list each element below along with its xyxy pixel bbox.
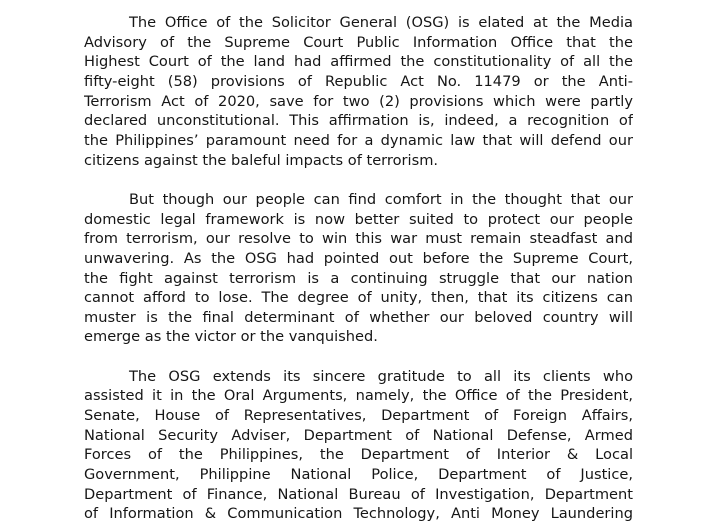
text-line: muster is the final determinant of whether our beloved country will (84, 308, 633, 326)
paragraph-3 (84, 367, 633, 524)
paragraph-2 (84, 190, 633, 347)
text-line: citizens against the baleful impacts of terrorism. (84, 151, 439, 169)
text-line: But though our people can find comfort in the thought that our (129, 190, 633, 208)
text-line: Highest Court of the land had affirmed the constitutionality of all the (84, 53, 633, 71)
document-page (84, 13, 633, 524)
text-line: cannot afford to lose. The degree of unity, then, that its citizens can (84, 289, 633, 307)
text-line: emerge as the victor or the vanquished. (84, 328, 378, 346)
text-line: The Office of the Solicitor General (OSG) is elated at the Media (129, 14, 633, 31)
text-line: of Information & Communication Technology, Anti Money Laundering (84, 505, 633, 523)
text-line: Senate, House of Representatives, Department of Foreign Affairs, (84, 407, 633, 425)
text-line: domestic legal framework is now better suited to protect our people (84, 210, 633, 228)
text-line: declared unconstitutional. This affirmation is, indeed, a recognition of (84, 112, 633, 130)
text-line: fifty-eight (58) provisions of Republic Act No. 11479 or the Anti- (84, 72, 633, 90)
text-line: The OSG extends its sincere gratitude to all its clients who (129, 367, 633, 385)
text-line: Advisory of the Supreme Court Public Information Office that the (84, 33, 633, 51)
text-line: assisted it in the Oral Arguments, namely, the Office of the President, (84, 387, 633, 405)
text-line: Terrorism Act of 2020, save for two (2) provisions which were partly (84, 92, 633, 110)
text-line: from terrorism, our resolve to win this war must remain steadfast and (84, 230, 633, 248)
text-line: the Philippines’ paramount need for a dynamic law that will defend our (84, 131, 633, 149)
text-line: unwavering. As the OSG had pointed out before the Supreme Court, (84, 249, 633, 267)
paragraph-spacer (84, 170, 633, 190)
text-line: the fight against terrorism is a continuing struggle that our nation (84, 269, 633, 287)
text-line: Forces of the Philippines, the Department of Interior & Local (84, 446, 633, 464)
paragraph-spacer (84, 347, 633, 367)
text-line: National Security Adviser, Department of National Defense, Armed (84, 426, 633, 444)
text-line: Government, Philippine National Police, Department of Justice, (84, 466, 633, 484)
paragraph-1 (84, 13, 633, 170)
text-line: Department of Finance, National Bureau of Investigation, Department (84, 485, 633, 503)
